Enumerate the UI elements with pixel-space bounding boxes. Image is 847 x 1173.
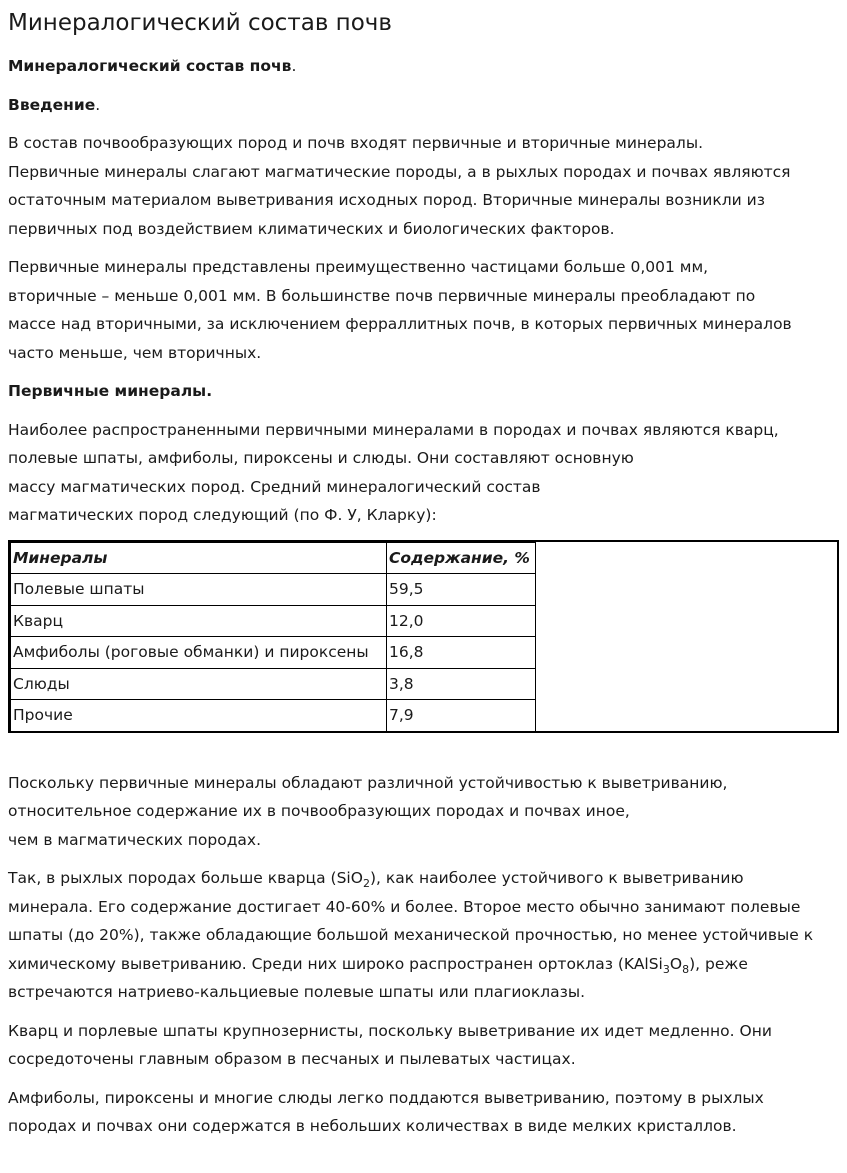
- minerals-table: [10, 542, 536, 732]
- text-line: сосредоточены главным образом в песчаных и пылеватых частицах.: [8, 1050, 576, 1068]
- subscript: 2: [362, 877, 370, 891]
- text-line: минерала. Его содержание достигает 40-60% и более. Второе место обычно занимают полевые: [8, 897, 801, 916]
- text-line: Поскольку первичные минералы обладают различной устойчивостью к выветриванию,: [8, 773, 728, 792]
- text-line: полевые шпаты, амфиболы, пироксены и слюды. Они составляют основную: [8, 449, 634, 467]
- primary-paragraph-1: [8, 416, 839, 530]
- table-row: [11, 605, 536, 637]
- table-row: [11, 574, 536, 606]
- text-line: встречаются натриево-кальциевые полевые шпаты или плагиоклазы.: [8, 983, 586, 1001]
- subscript: 3: [662, 962, 670, 976]
- mineral-value-cell: 7,9: [387, 700, 536, 732]
- text-line: Первичные минералы представлены преимущественно частицами больше 0,001 мм,: [8, 258, 709, 276]
- page-title: Минералогический состав почв: [8, 10, 392, 36]
- mineral-name-cell: Кварц: [11, 605, 387, 637]
- intro-paragraph-1: [8, 129, 839, 243]
- text-fragment: химическому выветриванию. Среди них широко распространен ортоклаз (KAlSi: [8, 954, 663, 973]
- subtitle: Минералогический состав почв: [8, 57, 292, 75]
- text-fragment: ), как наиболее устойчивого к выветриванию: [369, 869, 744, 887]
- text-fragment: Так, в рыхлых породах больше кварца (SiO: [8, 869, 363, 887]
- text-line: массе над вторичными, за исключением ферраллитных почв, в которых первичных минералов: [8, 315, 792, 333]
- text-line: чем в магматических породах.: [8, 830, 262, 849]
- after-paragraph-1: [8, 769, 839, 855]
- text-line: [8, 864, 839, 893]
- primary-heading: Первичные минералы.: [8, 382, 213, 400]
- mineral-name-cell: Прочие: [11, 700, 387, 732]
- table-row: [11, 700, 536, 732]
- text-line: Первичные минералы слагают магматические породы, а в рыхлых породах и почвах являются: [8, 162, 791, 181]
- mineral-name-cell: Полевые шпаты: [11, 574, 387, 606]
- mineral-value-cell: 16,8: [387, 637, 536, 669]
- text-fragment: O: [669, 954, 683, 973]
- text-line: магматических пород следующий (по Ф. У, Кларку):: [8, 506, 437, 524]
- text-line: шпаты (до 20%), также обладающие большой механической прочностью, но менее устойчивые к: [8, 926, 814, 944]
- text-line: массу магматических пород. Средний минералогический состав: [8, 477, 541, 496]
- table-row: [11, 637, 536, 669]
- after-paragraph-3: [8, 1017, 839, 1074]
- intro-paragraph-2: [8, 253, 839, 367]
- text-line: В состав почвообразующих пород и почв входят первичные и вторичные минералы.: [8, 134, 704, 152]
- text-line: [8, 950, 839, 979]
- header-content-percent: Содержание, %: [387, 542, 536, 574]
- text-line: Наиболее распространенными первичными минералами в породах и почвах являются кварц,: [8, 420, 779, 439]
- intro-heading: Введение: [8, 95, 96, 114]
- header-minerals: Минералы: [11, 542, 387, 574]
- text-line: первичных под воздействием климатических и биологических факторов.: [8, 219, 615, 238]
- subtitle-paragraph: Минералогический состав почв.: [8, 57, 297, 75]
- text-line: вторичные – меньше 0,001 мм. В большинстве почв первичные минералы преобладают по: [8, 286, 756, 305]
- text-line: часто меньше, чем вторичных.: [8, 343, 262, 362]
- text-fragment: ), реже: [689, 954, 748, 973]
- text-line: относительное содержание их в почвообразующих породах и почвах иное,: [8, 802, 630, 820]
- intro-heading-paragraph: Введение.: [8, 95, 101, 114]
- mineral-name-cell: Амфиболы (роговые обманки) и пироксены: [11, 637, 387, 669]
- text-line: породах и почвах они содержатся в небольших количествах в виде мелких кристаллов.: [8, 1117, 737, 1135]
- text-line: Амфиболы, пироксены и многие слюды легко поддаются выветриванию, поэтому в рыхлых: [8, 1088, 764, 1107]
- mineral-value-cell: 3,8: [387, 668, 536, 700]
- after-paragraph-2: [8, 864, 839, 1007]
- primary-heading-paragraph: [8, 377, 839, 406]
- mineral-value-cell: 12,0: [387, 605, 536, 637]
- table-header-row: [11, 542, 536, 574]
- subscript: 8: [682, 962, 690, 976]
- after-paragraph-4: [8, 1084, 839, 1141]
- mineral-value-cell: 59,5: [387, 574, 536, 606]
- table-row: [11, 668, 536, 700]
- text-line: Кварц и порлевые шпаты крупнозернисты, поскольку выветривание их идет медленно. Они: [8, 1021, 772, 1040]
- mineral-name-cell: Слюды: [11, 668, 387, 700]
- text-line: остаточным материалом выветривания исходных пород. Вторичные минералы возникли из: [8, 191, 765, 209]
- minerals-table-frame: [8, 540, 839, 733]
